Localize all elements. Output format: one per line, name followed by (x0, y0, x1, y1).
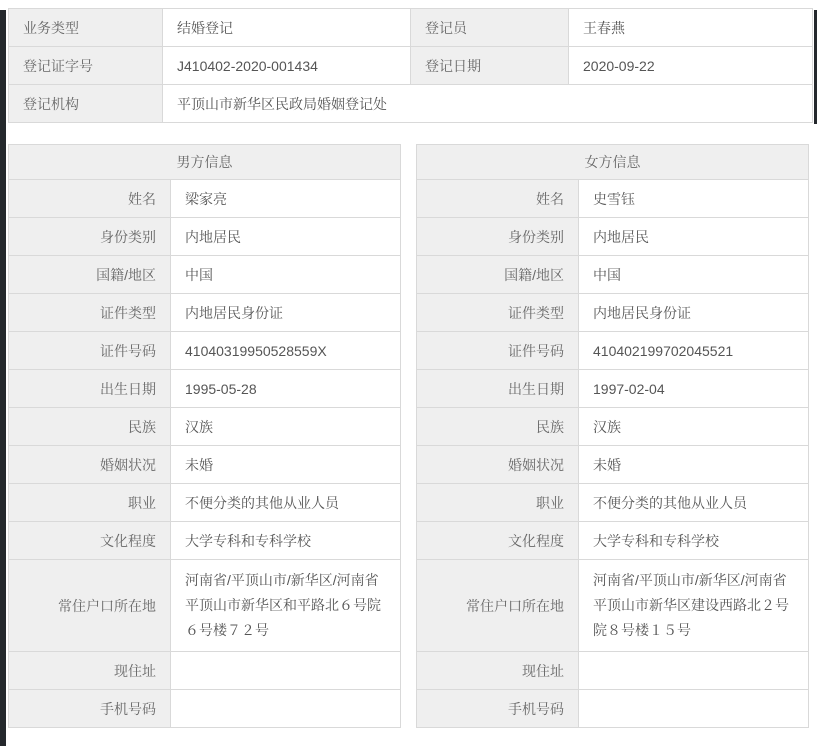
field-label: 民族 (9, 408, 171, 446)
field-label: 婚姻状况 (417, 446, 579, 484)
field-value: 大学专科和专科学校 (579, 522, 809, 560)
field-label: 身份类别 (417, 218, 579, 256)
male-info-table (8, 144, 401, 728)
section-title: 女方信息 (417, 145, 809, 180)
field-value: 不便分类的其他从业人员 (579, 484, 809, 522)
field-value: 内地居民身份证 (579, 294, 809, 332)
table-row (9, 446, 401, 484)
field-value: 梁家亮 (171, 180, 401, 218)
field-label: 文化程度 (9, 522, 171, 560)
field-label: 文化程度 (417, 522, 579, 560)
field-label: 民族 (417, 408, 579, 446)
field-value: 大学专科和专科学校 (171, 522, 401, 560)
registration-summary-table (8, 8, 813, 123)
field-label: 证件类型 (417, 294, 579, 332)
field-label: 证件号码 (417, 332, 579, 370)
field-value (171, 690, 401, 728)
field-label: 登记证字号 (9, 47, 163, 85)
table-row (417, 690, 809, 728)
field-label: 姓名 (417, 180, 579, 218)
table-row (9, 85, 813, 123)
table-row (9, 484, 401, 522)
field-label: 出生日期 (9, 370, 171, 408)
table-row (417, 484, 809, 522)
table-row (9, 9, 813, 47)
table-row (9, 218, 401, 256)
table-row (417, 522, 809, 560)
table-row (417, 446, 809, 484)
table-row (9, 180, 401, 218)
field-value: 内地居民 (579, 218, 809, 256)
field-value: 未婚 (171, 446, 401, 484)
table-row (9, 332, 401, 370)
table-row (9, 370, 401, 408)
field-value: 汉族 (579, 408, 809, 446)
field-label: 登记日期 (411, 47, 569, 85)
field-value: 中国 (171, 256, 401, 294)
field-label: 姓名 (9, 180, 171, 218)
field-value: 1997-02-04 (579, 370, 809, 408)
field-label: 常住户口所在地 (417, 560, 579, 652)
table-row (417, 560, 809, 652)
table-header-row (417, 145, 809, 180)
field-value: 410402199702045521 (579, 332, 809, 370)
field-value (579, 652, 809, 690)
table-row (417, 652, 809, 690)
field-value: 2020-09-22 (569, 47, 813, 85)
field-label: 常住户口所在地 (9, 560, 171, 652)
field-label: 婚姻状况 (9, 446, 171, 484)
table-row (9, 560, 401, 652)
field-label: 身份类别 (9, 218, 171, 256)
field-value: 中国 (579, 256, 809, 294)
field-label: 证件号码 (9, 332, 171, 370)
field-value (171, 652, 401, 690)
female-info-table (416, 144, 809, 728)
table-row (417, 408, 809, 446)
field-value: J410402-2020-001434 (163, 47, 411, 85)
field-value (579, 690, 809, 728)
field-value: 平顶山市新华区民政局婚姻登记处 (163, 85, 813, 123)
table-row (417, 370, 809, 408)
field-label: 登记机构 (9, 85, 163, 123)
field-label: 业务类型 (9, 9, 163, 47)
field-value: 内地居民身份证 (171, 294, 401, 332)
table-row (417, 218, 809, 256)
table-row (9, 522, 401, 560)
field-label: 证件类型 (9, 294, 171, 332)
field-value: 结婚登记 (163, 9, 411, 47)
field-label: 国籍/地区 (417, 256, 579, 294)
section-title: 男方信息 (9, 145, 401, 180)
field-label: 手机号码 (9, 690, 171, 728)
field-value: 王春燕 (569, 9, 813, 47)
table-row (9, 294, 401, 332)
field-value: 河南省/平顶山市/新华区/河南省平顶山市新华区和平路北６号院６号楼７２号 (171, 560, 401, 652)
field-label: 职业 (417, 484, 579, 522)
field-label: 国籍/地区 (9, 256, 171, 294)
field-value: 41040319950528559X (171, 332, 401, 370)
table-row (9, 47, 813, 85)
field-value: 河南省/平顶山市/新华区/河南省平顶山市新华区建设西路北２号院８号楼１５号 (579, 560, 809, 652)
table-header-row (9, 145, 401, 180)
field-value: 未婚 (579, 446, 809, 484)
field-value: 不便分类的其他从业人员 (171, 484, 401, 522)
table-row (417, 332, 809, 370)
table-row (9, 256, 401, 294)
table-row (9, 652, 401, 690)
field-value: 史雪钰 (579, 180, 809, 218)
field-label: 职业 (9, 484, 171, 522)
table-row (9, 408, 401, 446)
field-label: 手机号码 (417, 690, 579, 728)
screen-edge-left (0, 10, 6, 746)
field-label: 登记员 (411, 9, 569, 47)
field-label: 出生日期 (417, 370, 579, 408)
table-row (417, 180, 809, 218)
table-row (9, 690, 401, 728)
field-value: 内地居民 (171, 218, 401, 256)
field-value: 汉族 (171, 408, 401, 446)
field-label: 现住址 (9, 652, 171, 690)
table-row (417, 256, 809, 294)
field-label: 现住址 (417, 652, 579, 690)
table-row (417, 294, 809, 332)
field-value: 1995-05-28 (171, 370, 401, 408)
